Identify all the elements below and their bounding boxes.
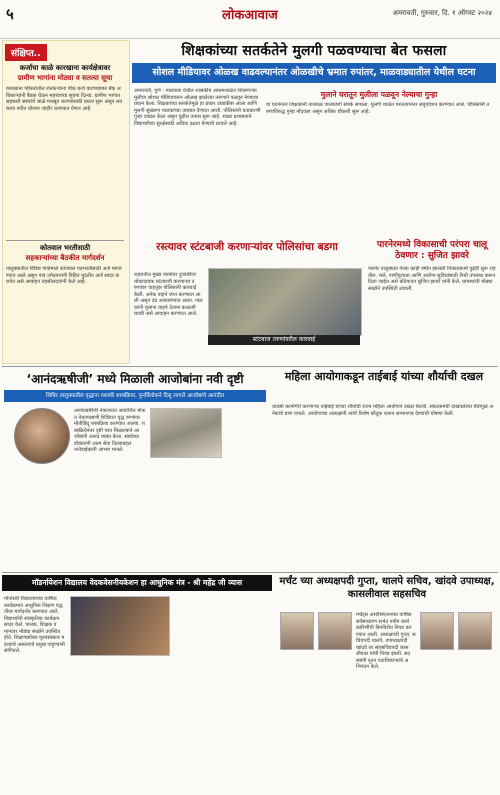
- section-divider: [2, 366, 498, 367]
- brief-2-title: कोतवाल भरतीसाठी: [39, 244, 91, 252]
- police-headline: रस्त्यावर स्टंटबाजी करणाऱ्यांवर पोलिसांचा बडगा: [156, 241, 338, 253]
- page-number: ५: [6, 5, 14, 23]
- brief-1-subtitle: ग्रामीण भागांना मोठ्या व सतत्या सूचा: [17, 74, 113, 82]
- police-story-body: शहरातील मुख्य रस्त्यांवर दुचाकीवर धोकादायक स्टंटबाजी करणाऱ्या तरुणांवर वाहतूक पोलिसांनी कारवाई केली. अनेक वाहने जप्त करण्यात आली असून दंड आकारण्यात आला. पालकांनी मुलांना वाहने देताना काळजी घ्यावी असे आवाहन करण्यात आले.: [134, 272, 203, 317]
- women-headline: महिला आयोगाकडून ताईबाई यांच्या शौर्याची दखल: [284, 370, 484, 383]
- brief-1-body: कारखाना परिसरातील शेतकऱ्यांना पीक कर्ज वाटपाबाबत बँक अधिकाऱ्यांनी बैठक घेऊन महत्त्वाच्या सूचना दिल्या. ग्रामीण भागात सहकारी संस्थांचे जाळे मजबूत करण्यासाठी प्रयत्न सुरू असून लवकरच नवीन योजना जाहीर करण्यात येणार आहे.: [6, 86, 123, 112]
- main-strap: सोशल मीडियावर ओळख वाढवल्यानंतर ओळखीचे भ्रमात रुपांतर, माळवाड्यातील येथील घटना: [132, 63, 496, 83]
- main-story-body: अमरावती, पुणे : मालवाडा येथील शासकीय आश्रमशाळेत शिकणाऱ्या मुलीचा सोशल मीडियावरून ओळख झालेल्या तरुणाने पळवून नेण्याचा प्रयत्न केला. शिक्षकांच्या सतर्कतेमुळे हा प्रकार उघडकीस आला आणि मुलगी सुखरूप पालकांच्या ताब्यात देण्यात आली. पोलिसांनी याप्रकरणी गुन्हा दाखल केला असून पुढील तपास सुरू आहे. शाळा प्रशासनाने विद्यार्थ्यांच्या सुरक्षेसाठी अधिक दक्षता घेण्याचे ठरवले आहे.: [134, 88, 261, 127]
- development-headline: पारनेरमध्ये विकासाची परंपरा चालू ठेवणार : सुजित झावरे: [376, 240, 488, 261]
- student-story-headline: मुलाने घरातून मुलीला पळवून नेल्याचा गुन्हा: [320, 90, 438, 99]
- member-photo-2: [318, 612, 352, 650]
- main-headline: शिक्षकांच्या सतर्कतेने मुलगी पळवण्याचा बेत फसला: [181, 43, 447, 59]
- member-photo-4: [458, 612, 492, 650]
- brief-2-subtitle: सहकाऱ्यांच्या बैठकीत मार्गदर्शन: [25, 254, 105, 262]
- montessori-headline: मॉडर्नायेशन विद्यालय वेदकवेसनीयकेशन हा आधुनिक मंत्र - श्री महेंद्र जी व्यास: [2, 575, 272, 591]
- montessori-photo: [70, 596, 170, 656]
- montessori-body: मॉन्टेसरी विद्यालयाच्या वार्षिक कार्यक्रमात आधुनिक शिक्षण पद्धतीवर मार्गदर्शन करण्यात आले. विद्यार्थ्यांनी सांस्कृतिक कार्यक्रम सादर केले. पालक, शिक्षक व मान्यवर मोठ्या संख्येने उपस्थित होते. शिक्षणासोबत मूल्यसंस्कार महत्त्वाचे असल्याचे प्रमुख पाहुण्यांनी सांगितले.: [4, 596, 65, 654]
- newspaper-name: लोकआवाज: [222, 8, 278, 23]
- brief-1-title: कर्जाचा काळे कारखाना कार्यक्षेत्रावर: [19, 64, 111, 72]
- stunt-photo-caption: स्टंटबाज तरुणांवरील कारवाई: [208, 335, 360, 345]
- section-divider-2: [2, 572, 498, 573]
- anandrushi-body: आनंदऋषीजी नेत्रालयात आयोजित मोफत नेत्रतपासणी शिबिरात वृद्ध रुग्णांवर मोतीबिंदू शस्त्रक्रिया करण्यात आल्या. शस्त्रक्रियेनंतर दृष्टी परत मिळाल्याने आजोबांनी आनंद व्यक्त केला. संस्थेच्या डॉक्टरांनी उत्तम सेवा दिल्याबद्दल नातेवाईकांनी आभार मानले.: [74, 408, 146, 453]
- anandrushi-group-photo: [150, 408, 222, 458]
- anandrushi-headline: ‘आनंदऋषीजी’ मध्ये मिळाली आजोबांना नवी दृष्टी: [26, 372, 244, 386]
- stunt-photo: [208, 268, 362, 336]
- women-story-body: धाडसी कामगिरी करणाऱ्या ताईबाई यांच्या शौर्याची राज्य महिला आयोगाने दखल घेतली. संकटसमयी दाखवलेल्या धैर्यामुळे अनेकांचे प्राण वाचले. आयोगाच्या अध्यक्षांनी त्यांचे विशेष कौतुक करून सन्मानपत्र देण्याची घोषणा केली.: [272, 404, 494, 417]
- anandrushi-strap: शिबिर तालुक्यातील वृद्धाना यशस्वी शस्त्रक्रिया, पुनर्विलोकने दिसू लागले आजोबांचे आनंदीत: [4, 390, 266, 402]
- student-story-body: या घटनेनंतर शिक्षकांनी तात्काळ पालकांशी संपर्क साधला. मुलगी शाळेत परतल्यानंतर समुपदेशन करण्यात आले. पोलिसांनी तरुणाविरुद्ध गुन्हा नोंदवला असून अधिक चौकशी सुरू आहे.: [266, 102, 490, 115]
- election-headline: मर्चंट च्या अध्यक्षपदी गुप्ता, धालपे सचिव, खांदवे उपाध्यक्ष, कासलीवाल सहसचिव: [279, 576, 495, 600]
- brief-2-body: तालुक्यातील विविध गावांमध्ये कोतवाल पदभरतीसाठी अर्ज मागवण्यात आले असून पात्र उमेदवारांनी विहित मुदतीत अर्ज सादर करावेत असे आवाहन तहसीलदारांनी केले आहे.: [6, 266, 122, 285]
- dateline: अमरावती, गुरुवार, दि. १ ऑगस्ट २०२४: [392, 9, 492, 17]
- brief-divider: [6, 240, 124, 241]
- member-photo-3: [420, 612, 454, 650]
- briefs-tag: संक्षिप्त..: [5, 44, 47, 61]
- election-body: मर्चंट्स असोसिएशनच्या वार्षिक सर्वसाधारण सभेत नवीन कार्यकारिणीची बिनविरोध निवड करण्यात आली. अध्यक्षपदी गुप्ता, सचिवपदी धालपे, उपाध्यक्षपदी खांदवे तर सहसचिवपदी कासलीवाल यांची निवड झाली. सदस्यांनी नूतन पदाधिकाऱ्यांचे अभिनंदन केले.: [356, 612, 416, 670]
- development-story-body: पारनेर तालुक्यात गेल्या काही वर्षांत झालेली विकासकामे पुढेही सुरू राहतील. रस्ते, पाणीपुरवठा आणि आरोग्य सुविधांसाठी निधी उपलब्ध करून दिला जाईल असे प्रतिपादन सुजित झावरे यांनी केले. ग्रामस्थांनी मोठ्या संख्येने उपस्थिती लावली.: [368, 266, 496, 292]
- member-photo-1: [280, 612, 314, 650]
- anandrushi-portrait: [14, 408, 70, 464]
